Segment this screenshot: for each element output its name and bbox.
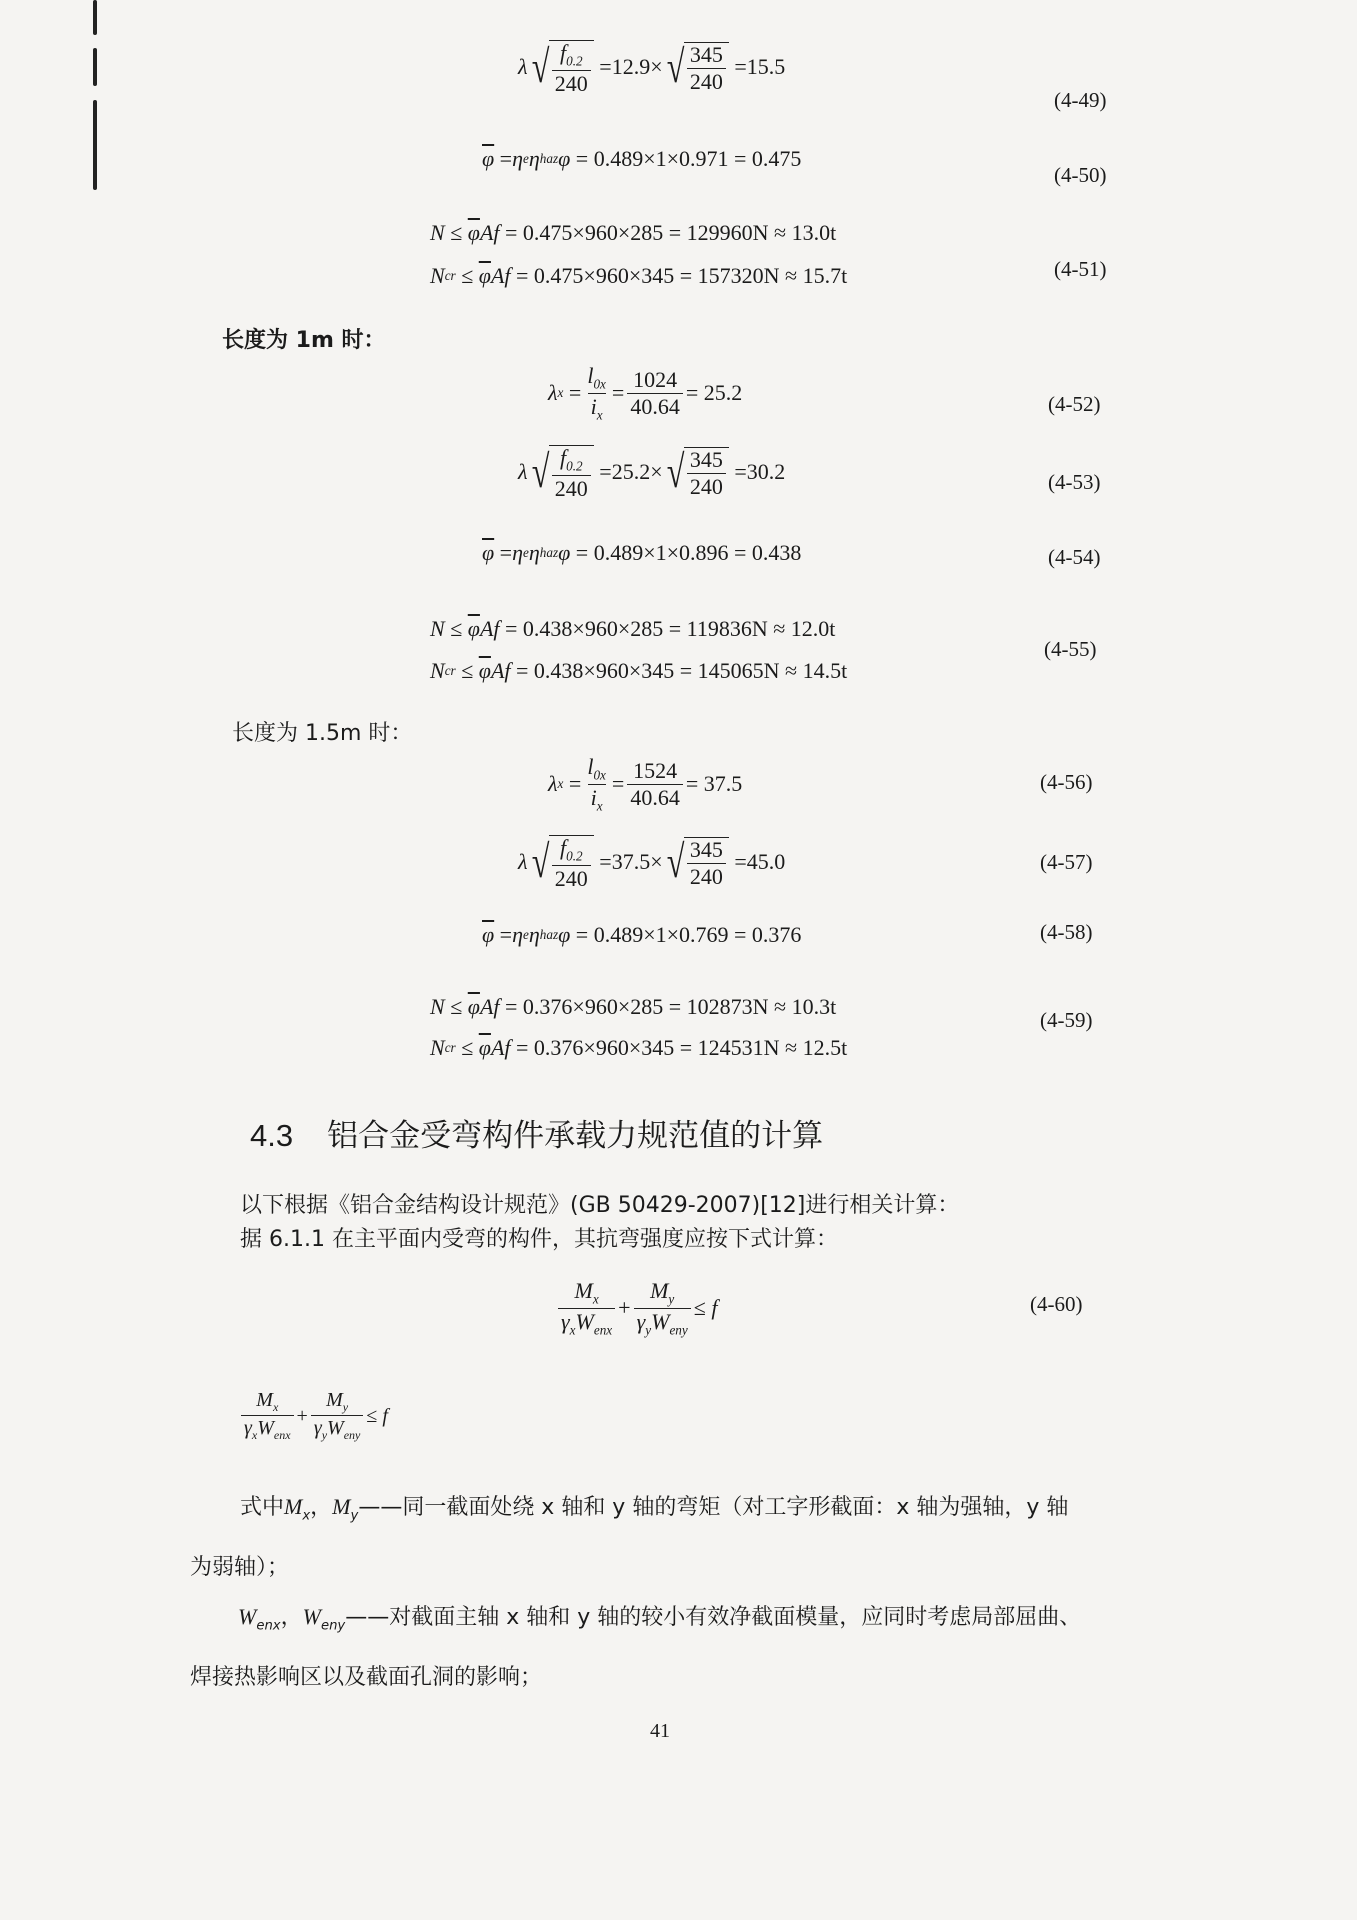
eq59-line2: = 0.376×960×345 = 124531N ≈ 12.5t	[516, 1035, 848, 1060]
eq52-denominator: 40.64	[627, 393, 683, 418]
equation-4-56: λ x = $\frac{l_{0x}}{i_x}$ = $\frac{1524}{40.64}$ = 37.5	[548, 754, 743, 813]
case-label-1-5m: 长度为 1.5m 时：	[232, 721, 413, 746]
margin-mark	[93, 0, 97, 35]
equation-4-52: λ x = $\frac{l_{0x}}{i_x}$ = $\frac{1024}{40.64}$ = 25.2	[548, 363, 743, 422]
equation-4-53: λ √ $\frac{f_{0.2}}{240}$ = 25.2 × √ $\frac{345}{240}$ = 30.2	[518, 445, 786, 501]
equation-4-55-line2: N cr ≤ $\overline{\varphi}$ Af = 0.438×960×345 = 145065N ≈ 14.5t	[430, 658, 848, 683]
eq55-line2: = 0.438×960×345 = 145065N ≈ 14.5t	[516, 658, 848, 683]
eq52-numerator: 1024	[633, 366, 678, 392]
eq51-line2: = 0.475×960×345 = 157320N ≈ 15.7t	[516, 263, 848, 288]
equation-number: (4-58)	[1040, 920, 1093, 944]
equation-number: (4-57)	[1040, 850, 1093, 874]
margin-mark	[93, 100, 97, 190]
equation-4-54: $\overline{\varphi}$ = η e η haz φ = 0.489×1×0.896 = 0.438	[482, 540, 802, 565]
equation-number: (4-49)	[1054, 88, 1107, 112]
equation-number: (4-51)	[1054, 257, 1107, 281]
definition-moments: 式中$M_x$，$M_y——$同一截面处绕 x 轴和 y 轴的弯矩（对工字形截面：x 轴为强轴，y 轴	[240, 1494, 1069, 1524]
definition-modulus-cont: 焊接热影响区以及截面孔洞的影响；	[190, 1665, 543, 1690]
equation-number: (4-59)	[1040, 1008, 1093, 1032]
eq57-factor: 37.5	[611, 849, 651, 875]
margin-mark	[93, 48, 97, 86]
definition-moments-text: ——同一截面处绕 x 轴和 y 轴的弯矩（对工字形截面：x 轴为强轴，y 轴	[358, 1495, 1069, 1520]
eq49-factor: 12.9	[611, 54, 651, 80]
equation-4-58: $\overline{\varphi}$ = η e η haz φ = 0.489×1×0.769 = 0.376	[482, 922, 802, 947]
eq57-result: 45.0	[746, 849, 786, 875]
eq52-result: = 25.2	[685, 380, 743, 406]
eq56-numerator: 1524	[633, 757, 678, 783]
formula-repeat: $\frac{M_x}{\gamma_xW_{enx}}$ + $\frac{M_y}{\gamma_yW_{eny}}$ ≤ f	[238, 1390, 388, 1441]
eq55-line1: = 0.438×960×285 = 119836N ≈ 12.0t	[505, 616, 836, 641]
equation-4-59-line2: N cr ≤ $\overline{\varphi}$ Af = 0.376×960×345 = 124531N ≈ 12.5t	[430, 1035, 848, 1060]
eq59-line1: = 0.376×960×285 = 102873N ≈ 10.3t	[505, 994, 837, 1019]
equation-4-59-line1: N ≤ $\overline{\varphi}$ Af = 0.376×960×285 = 102873N ≈ 10.3t	[430, 994, 837, 1019]
definition-modulus-text: ——对截面主轴 x 轴和 y 轴的较小有效净截面模量，应同时考虑局部屈曲、	[345, 1605, 1082, 1630]
paragraph-reference: 以下根据《铝合金结构设计规范》(GB 50429-2007)[12]进行相关计算：	[240, 1193, 960, 1218]
equation-4-51-line2: N cr ≤ $\overline{\varphi}$ Af = 0.475×960×345 = 157320N ≈ 15.7t	[430, 263, 848, 288]
equation-number: (4-53)	[1048, 470, 1101, 494]
equation-number: (4-55)	[1044, 637, 1097, 661]
equation-4-55-line1: N ≤ $\overline{\varphi}$ Af = 0.438×960×285 = 119836N ≈ 12.0t	[430, 616, 836, 641]
section-title: 铝合金受弯构件承载力规范值的计算	[327, 1118, 824, 1154]
definition-moments-cont: 为弱轴）；	[190, 1555, 290, 1580]
paragraph-clause: 据 6.1.1 在主平面内受弯的构件，其抗弯强度应按下式计算：	[240, 1227, 838, 1252]
eq56-denominator: 40.64	[627, 784, 683, 809]
equation-4-49: λ √ $\frac{f_{0.2}}{240}$ = 12.9 × √ $\frac{345}{240}$ = 15.5	[518, 40, 786, 96]
eq50-text: = 0.489×1×0.971 = 0.475	[575, 146, 802, 171]
case-label-1m: 长度为 1m 时：	[222, 328, 386, 353]
equation-number: (4-50)	[1054, 163, 1107, 187]
definition-modulus: $W_{enx}$，$W_{eny}——$对截面主轴 x 轴和 y 轴的较小有效净截面模量，应同时考虑局部屈曲、	[238, 1604, 1082, 1634]
page-number: 41	[650, 1720, 670, 1742]
eq53-result: 30.2	[746, 459, 786, 485]
equation-number: (4-54)	[1048, 545, 1101, 569]
section-heading	[250, 1110, 823, 1155]
section-number: 4.3	[250, 1118, 294, 1153]
equation-number: (4-60)	[1030, 1292, 1083, 1316]
eq53-factor: 25.2	[611, 459, 651, 485]
eq51-line1: = 0.475×960×285 = 129960N ≈ 13.0t	[505, 220, 837, 245]
equation-4-50: $\overline{\varphi}$ = η e η haz φ = 0.489×1×0.971 = 0.475	[482, 146, 802, 171]
eq54-text: = 0.489×1×0.896 = 0.438	[575, 540, 802, 565]
eq49-result: 15.5	[746, 54, 786, 80]
eq58-text: = 0.489×1×0.769 = 0.376	[575, 922, 802, 947]
equation-4-57: λ √ $\frac{f_{0.2}}{240}$ = 37.5 × √ $\frac{345}{240}$ = 45.0	[518, 835, 786, 891]
equation-4-51-line1: N ≤ $\overline{\varphi}$ Af = 0.475×960×285 = 129960N ≈ 13.0t	[430, 220, 837, 245]
eq56-result: = 37.5	[685, 771, 743, 797]
equation-number: (4-56)	[1040, 770, 1093, 794]
equation-4-60: $\frac{M_x}{\gamma_xW_{enx}}$ + $\frac{M_y}{\gamma_yW_{eny}}$ ≤ f	[555, 1280, 717, 1336]
equation-number: (4-52)	[1048, 392, 1101, 416]
definition-prefix: 式中	[240, 1495, 285, 1520]
